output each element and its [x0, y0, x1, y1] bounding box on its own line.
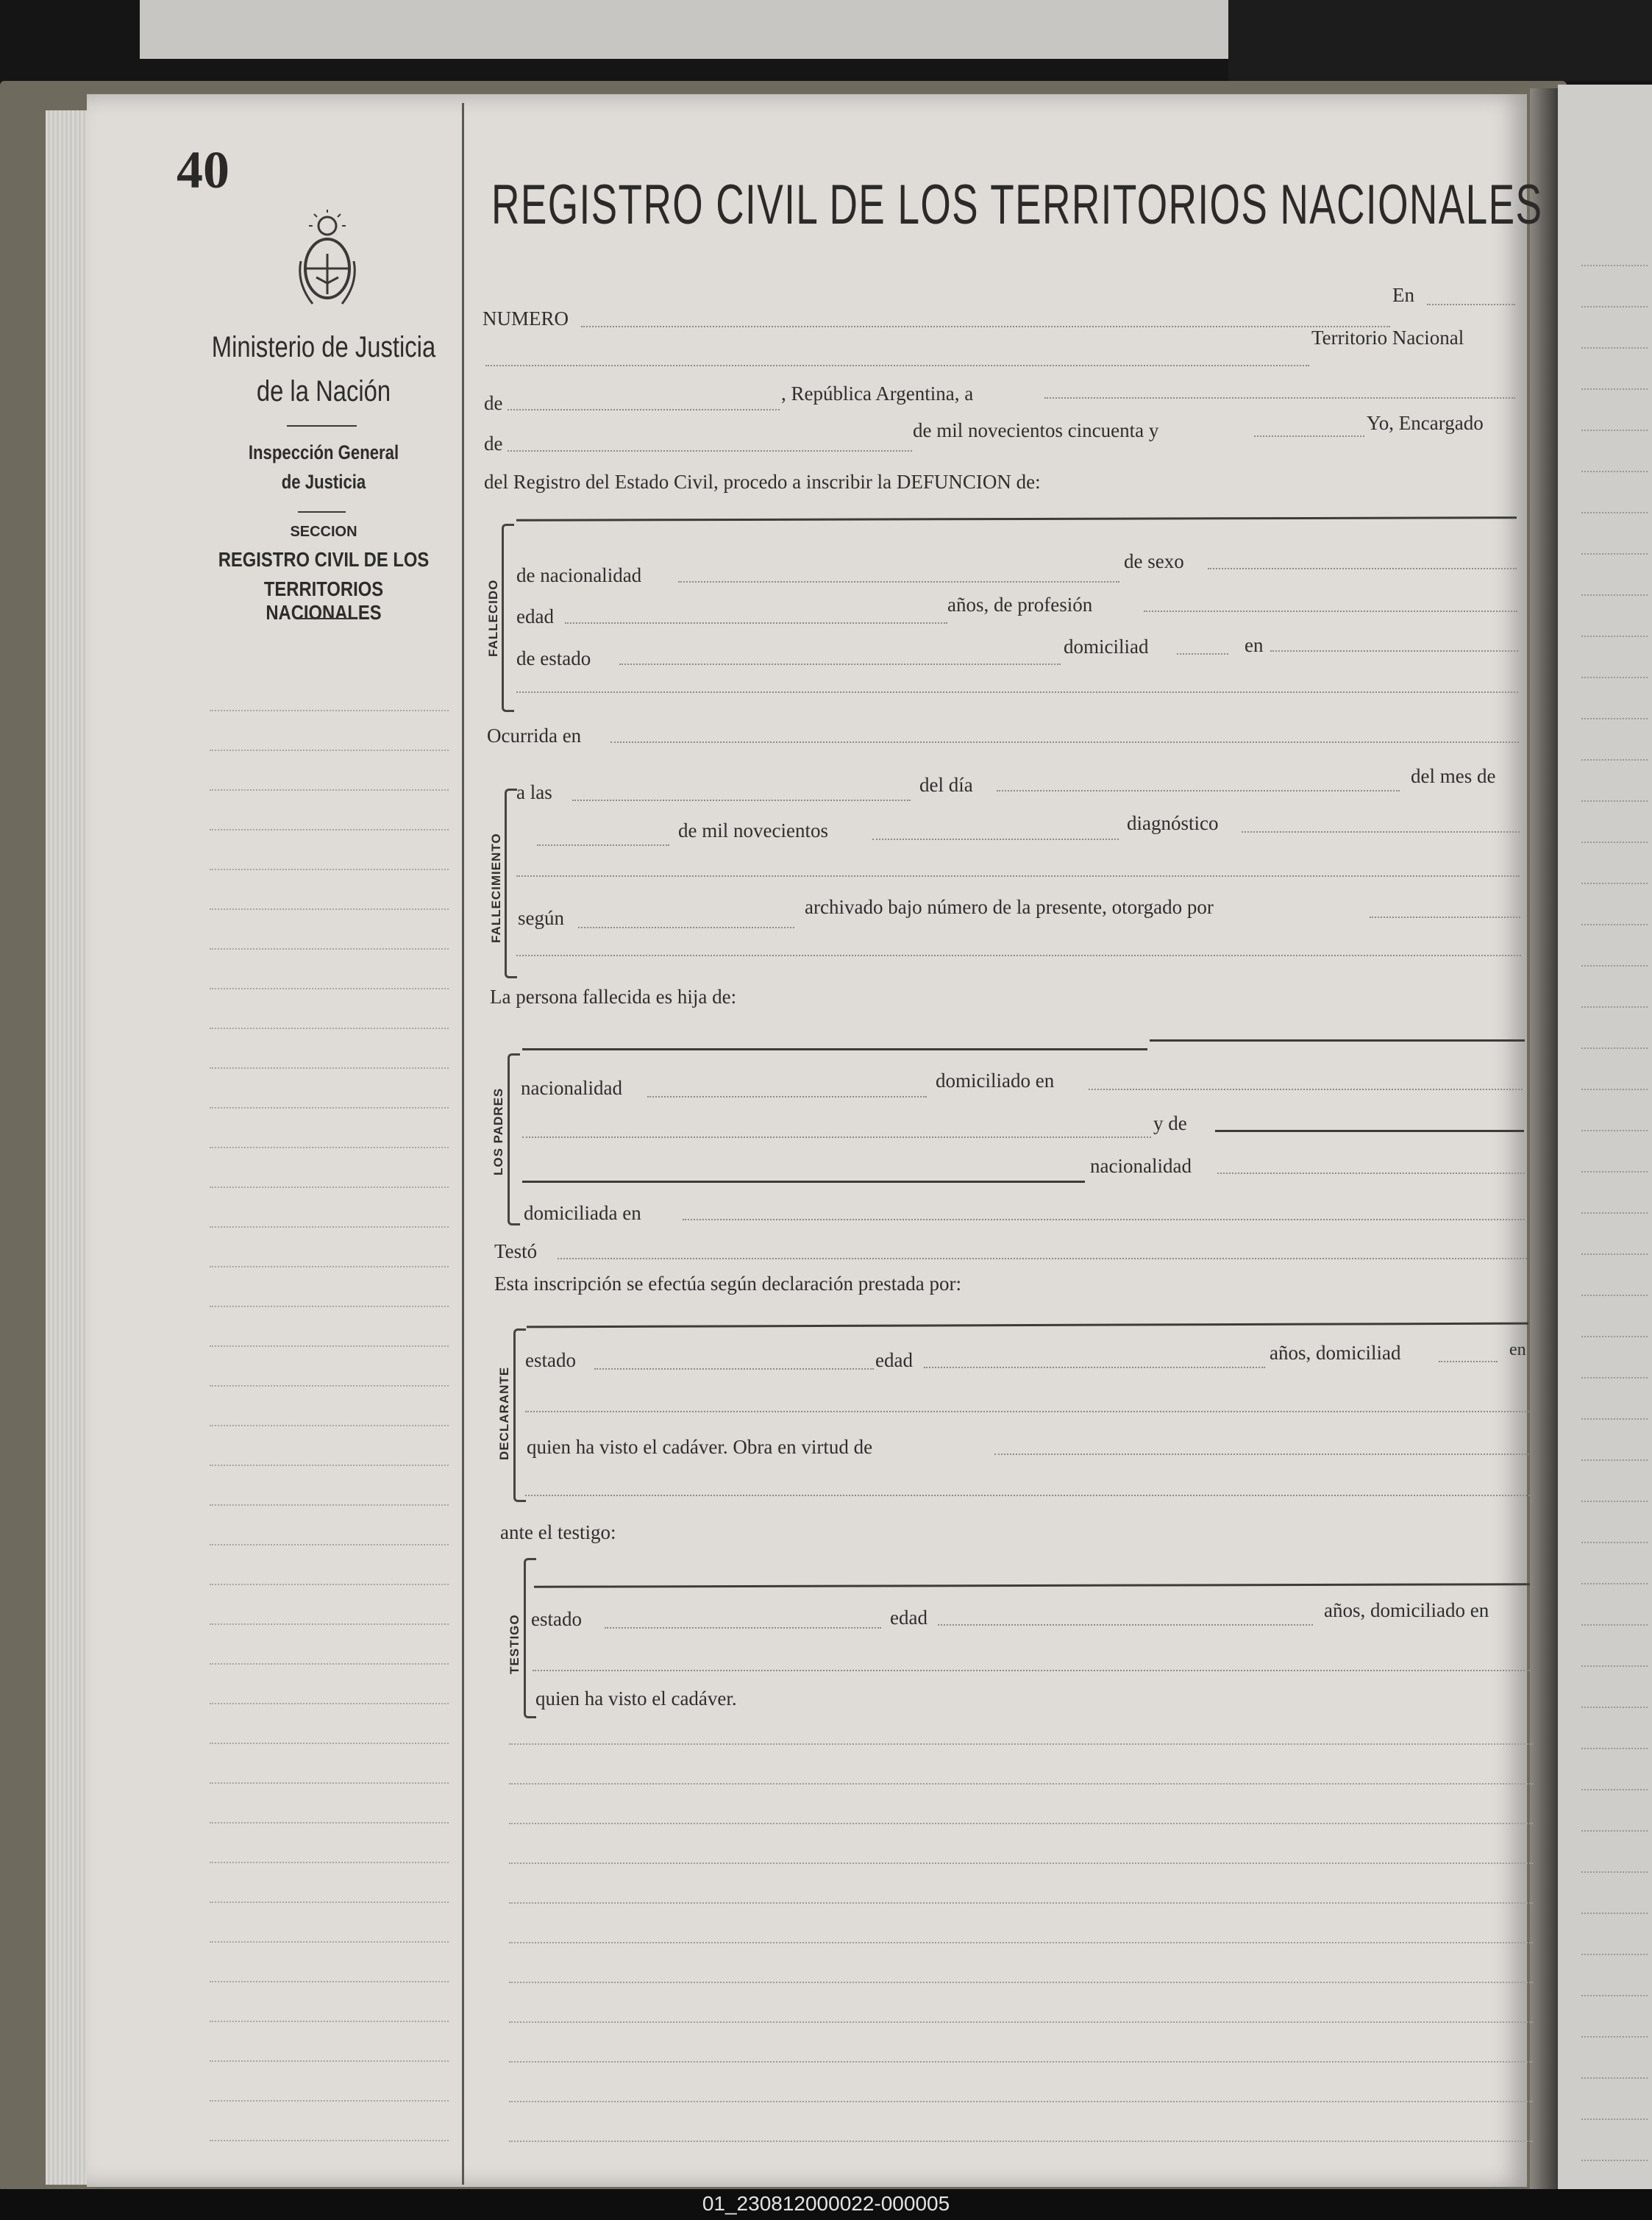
- background-page: [140, 0, 1228, 59]
- ruled-line: [210, 1544, 449, 1545]
- ruled-line: [509, 1982, 1533, 1983]
- ruled-line: [1581, 2036, 1648, 2038]
- label-edad-testigo: edad: [890, 1607, 928, 1629]
- ruled-line: [210, 1703, 449, 1704]
- section-label-testigo: TESTIGO: [508, 1614, 521, 1674]
- ruled-line: [1581, 1130, 1648, 1131]
- background-dark: [1228, 0, 1652, 81]
- ruled-line: [210, 1345, 449, 1347]
- label-inscripcion: Esta inscripción se efectúa según declaración prestada por:: [494, 1273, 961, 1295]
- left-divider: [298, 618, 357, 619]
- label-sexo: de sexo: [1124, 550, 1184, 572]
- ruled-line: [1581, 1871, 1648, 1873]
- ruled-line: [1581, 924, 1648, 925]
- label-del-dia: del día: [919, 774, 973, 796]
- label-en-declarante: en: [1509, 1340, 1526, 1359]
- label-testo: Testó: [494, 1240, 538, 1262]
- inspection-line1: Inspección General: [248, 441, 399, 463]
- ruled-line: [210, 2021, 449, 2022]
- section-bracket: [502, 524, 514, 712]
- ruled-line: [1581, 553, 1648, 555]
- ruled-line: [210, 2140, 449, 2141]
- ruled-line: [1581, 1089, 1648, 1090]
- ruled-line: [210, 1941, 449, 1943]
- label-y-de: y de: [1153, 1112, 1187, 1134]
- field-nacionalidad-madre[interactable]: [1217, 1173, 1525, 1174]
- section-label-fallecimiento: FALLECIMIENTO: [489, 833, 503, 943]
- field-edad-testigo[interactable]: [938, 1624, 1313, 1626]
- field-domicilio-declarante[interactable]: [525, 1411, 1529, 1412]
- ruled-line: [1581, 965, 1648, 967]
- field-en[interactable]: [1427, 304, 1515, 305]
- ruled-line: [509, 2021, 1533, 2023]
- label-en: En: [1392, 284, 1414, 306]
- ruled-line: [1581, 718, 1648, 719]
- section-label-declarante: DECLARANTE: [497, 1366, 511, 1460]
- ruled-line: [210, 988, 449, 989]
- field-estado-testigo[interactable]: [605, 1627, 881, 1629]
- label-edad: edad: [516, 605, 554, 627]
- field-sexo[interactable]: [1208, 568, 1517, 569]
- ruled-line: [1581, 430, 1648, 431]
- ruled-line: [1581, 471, 1648, 472]
- ruled-line: [210, 1465, 449, 1466]
- field-domicilio-padre[interactable]: [1089, 1089, 1523, 1090]
- label-del-registro: del Registro del Estado Civil, procedo a inscribir la DEFUNCION de:: [484, 471, 1041, 493]
- ruled-line: [210, 1782, 449, 1784]
- field-obra-en-virtud[interactable]: [994, 1454, 1529, 1455]
- ruled-line: [210, 1028, 449, 1029]
- label-de-mil-novecientos: de mil novecientos: [678, 819, 828, 842]
- ruled-line: [1581, 1830, 1648, 1832]
- section-label-padres: LOS PADRES: [491, 1087, 505, 1175]
- label-a-las: a las: [516, 781, 552, 803]
- ruled-line: [1581, 1171, 1648, 1173]
- ruled-line: [210, 1226, 449, 1228]
- label-de: de: [484, 433, 503, 455]
- ruled-line: [1581, 2077, 1648, 2079]
- label-yo-encargado: Yo, Encargado: [1367, 412, 1484, 434]
- field-apellido-padre[interactable]: [1150, 1039, 1525, 1042]
- ruled-line: [210, 2100, 449, 2102]
- field-numero[interactable]: [581, 326, 1390, 327]
- ruled-line: [1581, 1583, 1648, 1584]
- ruled-line: [210, 869, 449, 870]
- section-bracket: [513, 1328, 526, 1502]
- ruled-line: [1581, 512, 1648, 513]
- field-anio[interactable]: [1254, 435, 1364, 437]
- label-hija-de: La persona fallecida es hija de:: [490, 986, 737, 1008]
- ruled-line: [1581, 1542, 1648, 1543]
- field-diagnostico[interactable]: [1242, 831, 1520, 833]
- field-nombre-madre[interactable]: [1215, 1130, 1524, 1132]
- ruled-line: [509, 1823, 1533, 1824]
- ruled-line: [210, 829, 449, 830]
- ruled-line: [1581, 388, 1648, 390]
- national-seal-icon: [291, 210, 364, 313]
- label-nacionalidad: de nacionalidad: [516, 564, 642, 586]
- label-profesion: años, de profesión: [947, 594, 1093, 616]
- field-edad-declarante[interactable]: [924, 1367, 1265, 1368]
- ruled-line: [210, 1107, 449, 1109]
- ruled-line: [1581, 1459, 1648, 1461]
- ruled-line: [210, 1663, 449, 1665]
- section-label-fallecido: FALLECIDO: [486, 579, 500, 657]
- ruled-line: [210, 1306, 449, 1307]
- field-domicilio-padre-cont[interactable]: [522, 1136, 1151, 1138]
- label-estado: de estado: [516, 647, 591, 669]
- label-territorio: Territorio Nacional: [1311, 327, 1464, 349]
- field-domicilio[interactable]: [1270, 650, 1518, 652]
- ruled-line: [210, 948, 449, 950]
- ruled-line: [1581, 2160, 1648, 2161]
- ruled-line: [1581, 1501, 1648, 1502]
- label-ante-testigo: ante el testigo:: [500, 1521, 616, 1543]
- ruled-line: [509, 2141, 1533, 2142]
- label-del-mes: del mes de: [1411, 765, 1496, 787]
- ruled-line: [210, 1266, 449, 1267]
- next-page-edge: [1558, 85, 1652, 2192]
- label-domiciliado-en: domiciliado en: [936, 1070, 1055, 1092]
- field-domiciliad[interactable]: [1177, 653, 1228, 655]
- field-apellido-madre[interactable]: [522, 1181, 1085, 1183]
- field-edad[interactable]: [565, 622, 947, 624]
- label-archivado: archivado bajo número de la presente, otorgado por: [805, 896, 1214, 918]
- image-caption: 01_230812000022-000005: [702, 2192, 950, 2215]
- ruled-line: [1581, 347, 1648, 349]
- ruled-line: [509, 2101, 1533, 2102]
- field-obra-cont[interactable]: [525, 1495, 1530, 1496]
- label-diagnostico: diagnóstico: [1127, 812, 1219, 834]
- field-nacionalidad-padre[interactable]: [647, 1096, 927, 1097]
- section-bracket: [505, 789, 517, 978]
- ruled-line: [210, 1623, 449, 1625]
- ruled-line: [1581, 1295, 1648, 1296]
- field-estado[interactable]: [619, 663, 1061, 665]
- ruled-line: [1581, 1047, 1648, 1049]
- ruled-line: [1581, 1913, 1648, 1914]
- field-mes-fallecimiento[interactable]: [537, 844, 669, 846]
- ruled-line: [1581, 265, 1648, 266]
- field-localidad[interactable]: [485, 365, 1309, 366]
- field-otorgado-cont[interactable]: [516, 955, 1521, 956]
- ruled-line: [1581, 1253, 1648, 1255]
- label-estado-testigo: estado: [531, 1608, 582, 1630]
- ruled-line: [210, 750, 449, 751]
- inspection-line2: de Justicia: [281, 471, 366, 493]
- field-domicilio-testigo[interactable]: [533, 1670, 1530, 1671]
- ruled-line: [1581, 636, 1648, 637]
- label-visto-testigo: quien ha visto el cadáver.: [535, 1687, 737, 1710]
- ruled-line: [1581, 759, 1648, 761]
- ruled-line: [1581, 1377, 1648, 1378]
- field-ocurrida[interactable]: [610, 741, 1519, 743]
- field-diagnostico-cont[interactable]: [516, 875, 1520, 877]
- field-nacionalidad[interactable]: [678, 581, 1119, 583]
- ruled-line: [1581, 1789, 1648, 1790]
- ruled-line: [1581, 1995, 1648, 1996]
- ruled-line: [210, 1187, 449, 1188]
- ruled-line: [210, 1862, 449, 1863]
- label-anos-domiciliado-en: años, domiciliado en: [1324, 1599, 1489, 1621]
- ruled-line: [509, 1783, 1533, 1785]
- ruled-line: [210, 1504, 449, 1506]
- ministry-line2: de la Nación: [256, 375, 391, 408]
- ruled-line: [1581, 800, 1648, 802]
- field-mes[interactable]: [508, 450, 912, 452]
- label-ocurrida: Ocurrida en: [487, 725, 582, 747]
- ruled-line: [1581, 306, 1648, 307]
- ruled-line: [1581, 1748, 1648, 1749]
- label-numero: NUMERO: [483, 307, 569, 330]
- ruled-line: [210, 1147, 449, 1148]
- ruled-line: [1581, 1418, 1648, 1420]
- left-divider: [298, 511, 346, 513]
- field-domicilio-madre[interactable]: [683, 1219, 1525, 1220]
- field-segun[interactable]: [578, 927, 794, 928]
- ruled-line: [210, 710, 449, 711]
- ruled-line: [210, 1901, 449, 1903]
- ruled-line: [1581, 1665, 1648, 1667]
- ruled-line: [509, 1942, 1533, 1943]
- column-divider: [462, 103, 464, 2185]
- ruled-line: [1581, 842, 1648, 843]
- ministry-line1: Ministerio de Justicia: [211, 331, 436, 363]
- field-domicilio-cont[interactable]: [516, 691, 1518, 693]
- label-domiciliad: domiciliad: [1064, 636, 1149, 658]
- ruled-line: [509, 1902, 1533, 1904]
- label-republica: , República Argentina, a: [781, 383, 974, 405]
- ruled-line: [210, 1385, 449, 1387]
- label-nacionalidad-madre: nacionalidad: [1090, 1155, 1192, 1177]
- field-territorio[interactable]: [508, 409, 780, 410]
- ruled-line: [509, 2061, 1533, 2063]
- field-dia[interactable]: [1044, 397, 1515, 399]
- ruled-line: [210, 1067, 449, 1069]
- ruled-line: [1581, 1707, 1648, 1708]
- ruled-line: [1581, 1336, 1648, 1337]
- ruled-line: [1581, 677, 1648, 678]
- ruled-line: [509, 1743, 1533, 1745]
- label-mil-novecientos: de mil novecientos cincuenta y: [913, 419, 1159, 441]
- label-visto-obra: quien ha visto el cadáver. Obra en virtud de: [527, 1436, 873, 1458]
- field-profesion[interactable]: [1144, 611, 1517, 612]
- ruled-line: [210, 1584, 449, 1585]
- field-dia-fallecimiento[interactable]: [997, 790, 1400, 791]
- left-divider: [287, 425, 357, 427]
- field-hora[interactable]: [572, 800, 911, 801]
- ruled-line: [210, 1981, 449, 1982]
- label-domiciliada-en: domiciliada en: [524, 1202, 641, 1224]
- label-segun: según: [518, 907, 564, 929]
- field-nombre-padre[interactable]: [522, 1048, 1147, 1050]
- field-domiciliad-declarante[interactable]: [1439, 1361, 1498, 1362]
- label-en: en: [1245, 634, 1264, 656]
- ruled-line: [210, 908, 449, 910]
- field-testo[interactable]: [558, 1258, 1527, 1259]
- ruled-line: [1581, 883, 1648, 884]
- ruled-line: [1581, 1954, 1648, 1955]
- ruled-line: [210, 789, 449, 791]
- ruled-line: [1581, 1006, 1648, 1008]
- section-label: SECCION: [290, 524, 357, 540]
- ruled-line: [1581, 1624, 1648, 1626]
- label-nacionalidad-padre: nacionalidad: [521, 1077, 622, 1099]
- book-gutter: [1530, 88, 1559, 2192]
- label-de: de: [484, 392, 503, 414]
- label-anos-domiciliad: años, domiciliad: [1270, 1342, 1401, 1364]
- registry-line1: REGISTRO CIVIL DE LOS: [218, 548, 430, 571]
- label-edad-declarante: edad: [875, 1349, 913, 1371]
- ruled-line: [1581, 594, 1648, 596]
- section-bracket: [508, 1053, 520, 1225]
- registry-line2: TERRITORIOS NACIONALES: [263, 577, 384, 624]
- field-estado-declarante[interactable]: [594, 1368, 874, 1370]
- form-title: REGISTRO CIVIL DE LOS TERRITORIOS NACIONALES: [491, 174, 1543, 236]
- field-anio-fallecimiento[interactable]: [872, 839, 1119, 840]
- ruled-line: [210, 2060, 449, 2062]
- ruled-line: [1581, 2118, 1648, 2120]
- field-otorgado-por[interactable]: [1370, 917, 1520, 918]
- label-estado-declarante: estado: [525, 1349, 576, 1371]
- page-number: 40: [177, 140, 229, 199]
- ruled-line: [210, 1822, 449, 1824]
- ruled-line: [210, 1743, 449, 1744]
- ruled-line: [509, 1863, 1533, 1864]
- ruled-line: [210, 1425, 449, 1426]
- section-bracket: [524, 1558, 536, 1718]
- ruled-line: [1581, 1212, 1648, 1214]
